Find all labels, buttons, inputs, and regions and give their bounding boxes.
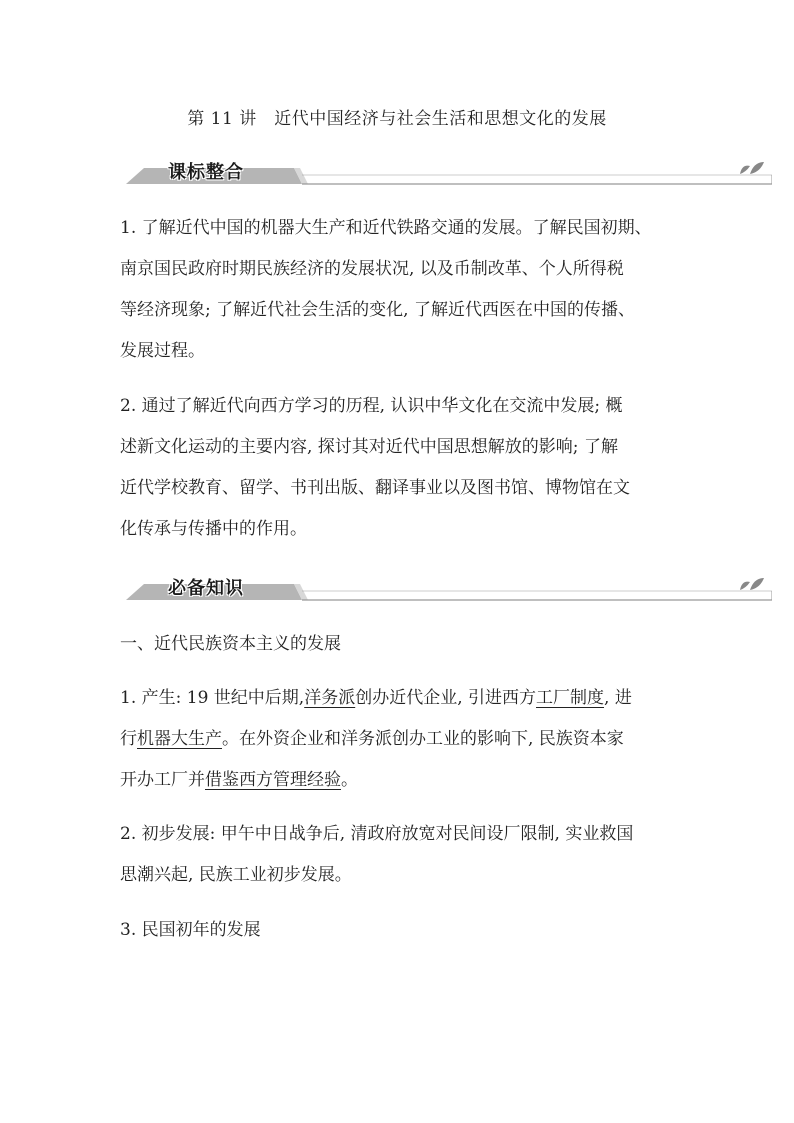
knowledge-subheading: 一、近代民族资本主义的发展	[120, 634, 341, 654]
section-banner-curriculum	[126, 162, 772, 186]
curriculum-item-2: 2. 通过了解近代向西方学习的历程, 认识中华文化在交流中发展; 概 述新文化运动的主要内容, 探讨其对近代中国思想解放的影响; 了解 近代学校教育、留学、书刊出版、翻译事业以及图书馆、博物馆在文 化传承与传播中的作用。	[120, 396, 630, 539]
section-banner-knowledge	[126, 578, 772, 602]
leaf-icon	[736, 574, 766, 594]
key-term: 工厂制度	[536, 688, 605, 708]
page-title: 第 11 讲 近代中国经济与社会生活和思想文化的发展	[187, 109, 607, 129]
knowledge-point-1: 1. 产生: 19 世纪中后期,洋务派创办近代企业, 引进西方工厂制度, 进 行机器大生产。在外资企业和洋务派创办工业的影响下, 民族资本家 开办工厂并借鉴西方管理经验。	[120, 688, 632, 790]
section-heading: 必备知识	[168, 578, 244, 599]
key-term: 借鉴西方管理经验	[205, 770, 341, 790]
knowledge-point-3: 3. 民国初年的发展	[120, 920, 261, 940]
section-heading: 课标整合	[168, 162, 244, 183]
key-term: 机器大生产	[137, 729, 222, 749]
leaf-icon	[736, 158, 766, 178]
knowledge-point-2: 2. 初步发展: 甲午中日战争后, 清政府放宽对民间设厂限制, 实业救国 思潮兴起, 民族工业初步发展。	[120, 824, 634, 885]
curriculum-item-1: 1. 了解近代中国的机器大生产和近代铁路交通的发展。了解民国初期、 南京国民政府时期民族经济的发展状况, 以及币制改革、个人所得税 等经济现象; 了解近代社会生活的变化, 了解近代西医在中国的传播、 发展过程。	[120, 218, 652, 361]
key-term: 洋务派	[304, 688, 356, 708]
